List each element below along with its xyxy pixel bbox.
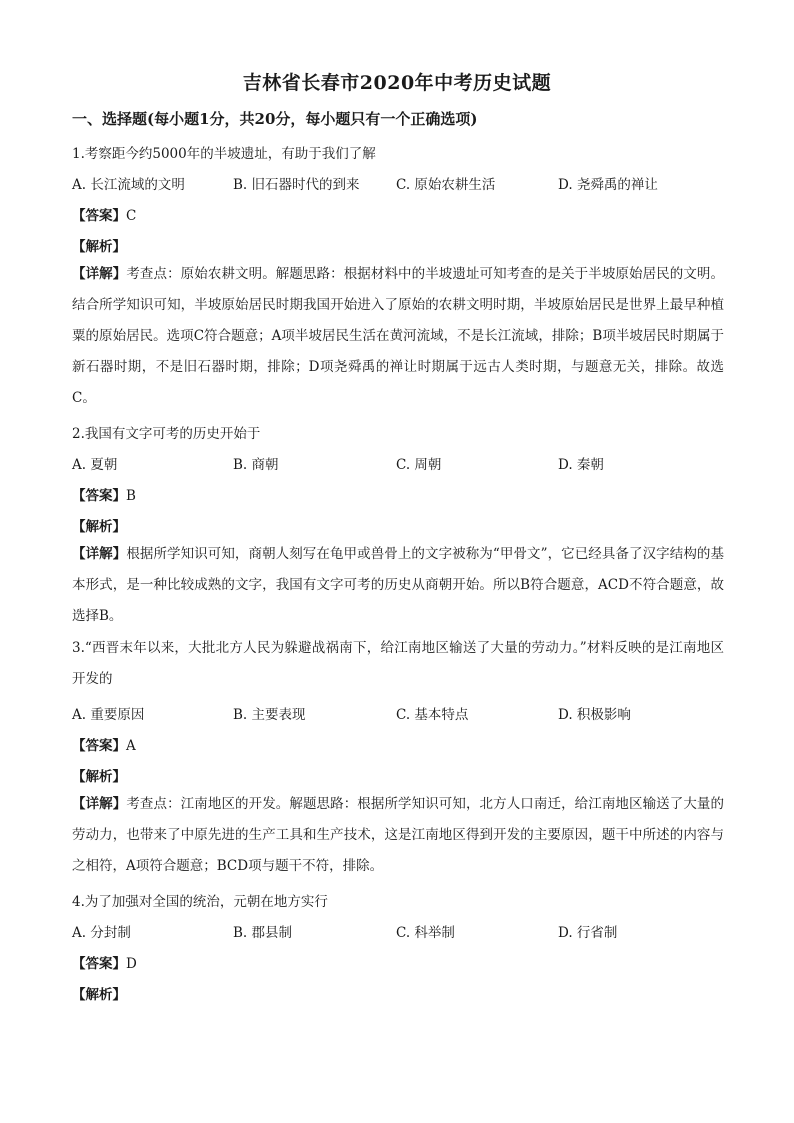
question-4-answer — [72, 952, 137, 972]
option-d: D. 尧舜禹的禅让 — [558, 177, 658, 193]
question-3-options — [72, 703, 732, 723]
detail-text: 考查点：原始农耕文明。解题思路：根据材料中的半坡遗址可知考查的是关于半坡原始居民的文明。结合所学知识可知，半坡原始居民时期我国开始进入了原始的农耕文明时期，半坡原始居民是世界上最早种植粟的原始居民。选项C符合题意；A项半坡居民生活在黄河流域，不是长江流域，排除；B项半坡居民时期属于新石器时期，不是旧石器时期，排除；D项尧舜禹的禅让时期属于远古人类时期，与题意无关，排除。故选C。 — [72, 266, 725, 406]
question-3-stem: 3.“西晋末年以来，大批北方人民为躲避战祸南下，给江南地区输送了大量的劳动力。”材料反映的是江南地区开发的 — [72, 640, 724, 687]
question-2-answer — [72, 484, 136, 504]
detail-text: 考查点：江南地区的开发。解题思路：根据所学知识可知，北方人口南迁，给江南地区输送了大量的劳动力，也带来了中原先进的生产工具和生产技术，这是江南地区得到开发的主要原因，题干中所述的内容与之相符，A项符合题意；BCD项与题干不符，排除。 — [72, 796, 725, 874]
option-c: C. 周朝 — [396, 457, 442, 473]
question-1-options — [72, 173, 732, 193]
question-3-answer — [72, 734, 136, 754]
question-3-detail — [72, 789, 724, 882]
answer-tag: 【答案】 — [72, 488, 126, 504]
question-4-options — [72, 921, 732, 941]
option-c: C. 科举制 — [396, 925, 455, 941]
option-b: B. 主要表现 — [233, 707, 306, 723]
answer-tag: 【答案】 — [72, 738, 126, 754]
question-1-answer — [72, 204, 136, 224]
answer-value: A — [126, 738, 136, 754]
option-d: D. 秦朝 — [558, 457, 604, 473]
option-b: B. 商朝 — [233, 457, 279, 473]
question-2-detail — [72, 539, 724, 632]
option-d: D. 行省制 — [558, 925, 618, 941]
answer-tag: 【答案】 — [72, 208, 126, 224]
question-4-stem: 4.为了加强对全国的统治，元朝在地方实行 — [72, 894, 328, 910]
answer-tag: 【答案】 — [72, 956, 126, 972]
option-d: D. 积极影响 — [558, 707, 631, 723]
page-title: 吉林省长春市2020年中考历史试题 — [242, 72, 552, 94]
option-a: A. 分封制 — [72, 925, 131, 941]
question-3-analysis-tag: 【解析】 — [72, 769, 126, 785]
option-c: C. 基本特点 — [396, 707, 469, 723]
answer-value: C — [126, 208, 137, 224]
detail-tag: 【详解】 — [72, 546, 127, 562]
question-2-options — [72, 453, 732, 473]
option-c: C. 原始农耕生活 — [396, 177, 496, 193]
option-b: B. 郡县制 — [233, 925, 293, 941]
question-2-analysis-tag: 【解析】 — [72, 519, 126, 535]
detail-tag: 【详解】 — [72, 796, 127, 812]
question-1-analysis-tag: 【解析】 — [72, 239, 126, 255]
option-b: B. 旧石器时代的到来 — [233, 177, 360, 193]
answer-value: B — [126, 488, 136, 504]
question-4-analysis-tag: 【解析】 — [72, 987, 126, 1003]
detail-text: 根据所学知识可知，商朝人刻写在龟甲或兽骨上的文字被称为“甲骨文”，它已经具备了汉字结构的基本形式，是一种比较成熟的文字，我国有文字可考的历史从商朝开始。所以B符合题意，ACD不符合题意，故选择B。 — [72, 546, 724, 624]
section-heading: 一、选择题(每小题1分，共20分，每小题只有一个正确选项) — [72, 110, 478, 128]
detail-tag: 【详解】 — [72, 266, 127, 282]
option-a: A. 重要原因 — [72, 707, 145, 723]
option-a: A. 长江流域的文明 — [72, 177, 185, 193]
question-1-stem: 1.考察距今约5000年的半坡遗址，有助于我们了解 — [72, 146, 376, 162]
question-2-stem: 2.我国有文字可考的历史开始于 — [72, 426, 261, 442]
question-1-detail — [72, 259, 724, 414]
answer-value: D — [126, 956, 137, 972]
option-a: A. 夏朝 — [72, 457, 118, 473]
